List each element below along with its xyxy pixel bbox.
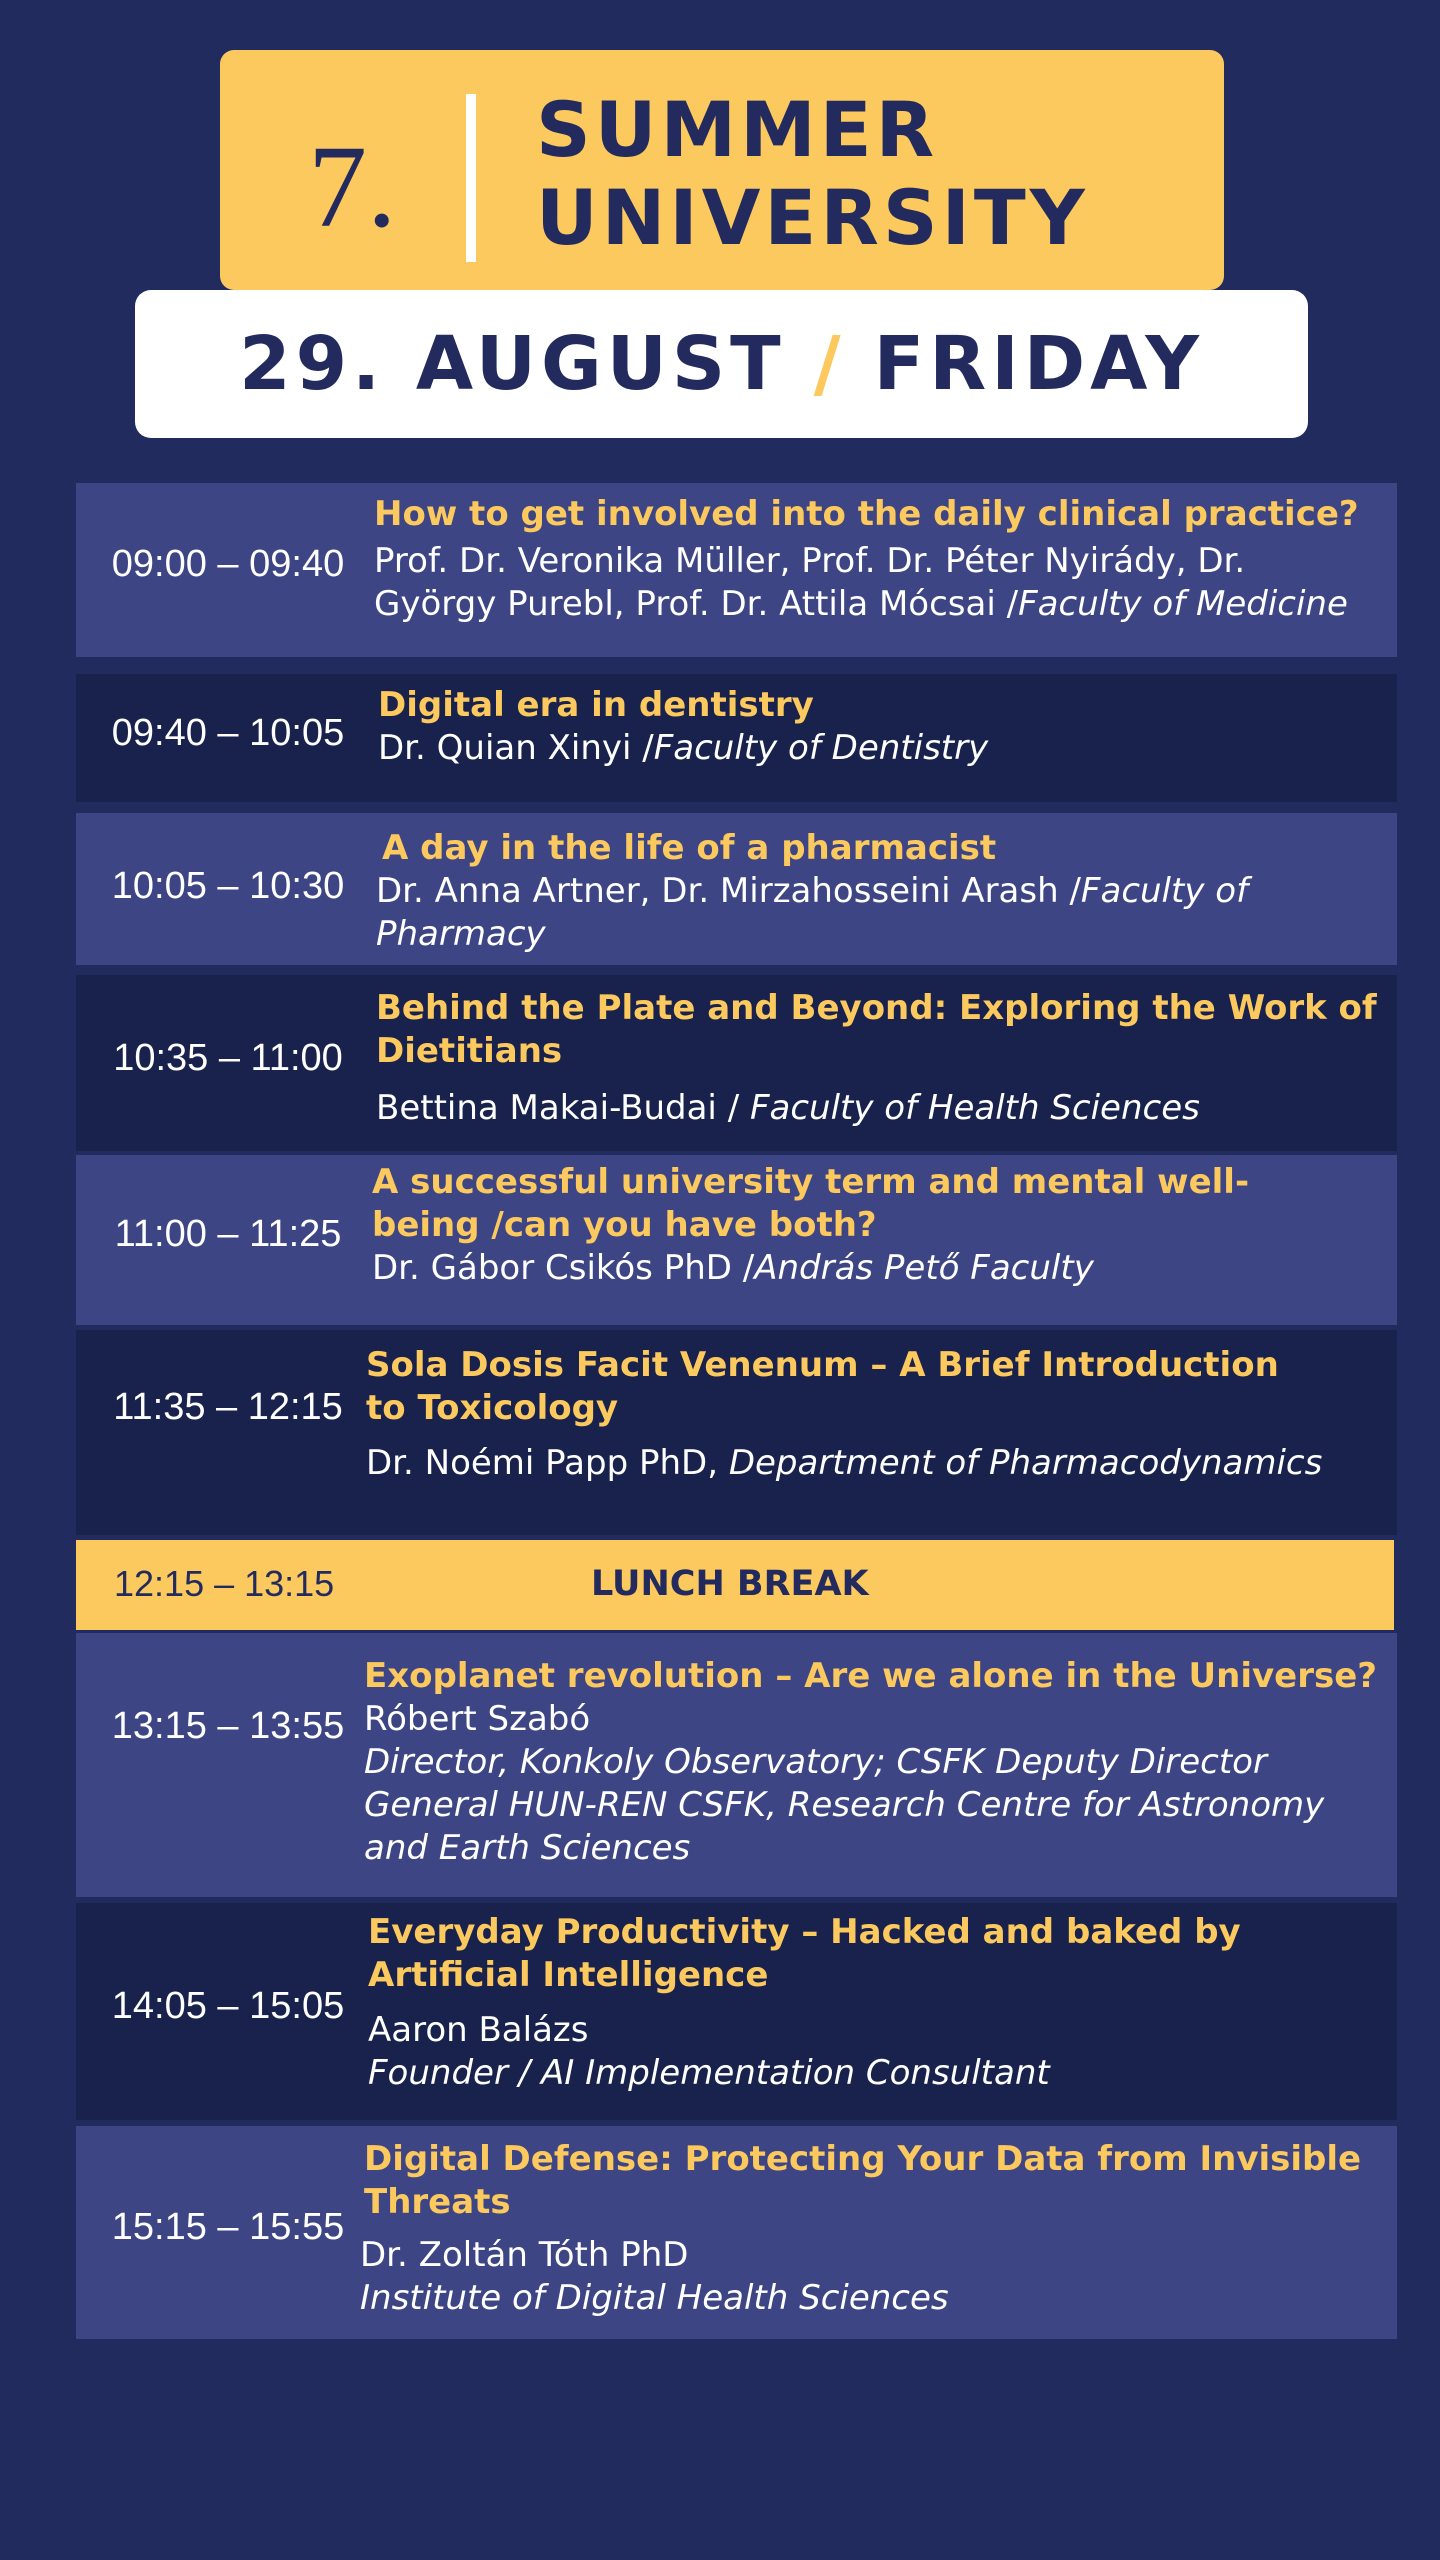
- session-row: [76, 1330, 1397, 1535]
- session-title: A day in the life of a pharmacist: [382, 828, 997, 868]
- session-title-line2: Dietitians: [376, 1031, 563, 1071]
- session-role: Director, Konkoly Observatory; CSFK Deputy Director: [364, 1742, 1267, 1782]
- lunch-label: LUNCH BREAK: [591, 1564, 869, 1604]
- date-day: 29. AUGUST: [239, 321, 786, 407]
- speaker-names: György Purebl, Prof. Dr. Attila Mócsai /: [374, 584, 1019, 624]
- session-title: Exoplanet revolution – Are we alone in the Universe?: [364, 1656, 1378, 1696]
- title-banner: [220, 50, 1224, 290]
- session-row: [76, 483, 1397, 657]
- session-faculty: Faculty of Health Sciences: [749, 1088, 1200, 1128]
- session-role: Institute of Digital Health Sciences: [360, 2278, 949, 2318]
- session-row: [76, 1155, 1397, 1325]
- event-title-line2: UNIVERSITY: [536, 173, 1089, 262]
- session-speaker-line: [378, 727, 1407, 770]
- speaker-names: Dr. Gábor Csikós PhD /: [372, 1248, 755, 1288]
- session-faculty: Faculty of Dentistry: [653, 728, 989, 768]
- session-row: [76, 975, 1397, 1151]
- speaker-names: Dr. Quian Xinyi /: [378, 728, 654, 768]
- session-row: [76, 1633, 1397, 1897]
- session-speaker-line: [366, 1442, 1407, 1485]
- session-title: Digital Defense: Protecting Your Data from Invisible: [364, 2139, 1362, 2179]
- edition-number: 7.: [308, 121, 397, 252]
- session-title: Everyday Productivity – Hacked and baked by: [368, 1912, 1241, 1952]
- lunch-time: 12:15 – 13:15: [114, 1563, 335, 1604]
- session-role-line3: and Earth Sciences: [364, 1828, 691, 1868]
- session-time: 11:35 – 12:15: [113, 1386, 343, 1428]
- speaker-names: Dr. Anna Artner, Dr. Mirzahosseini Arash /: [376, 871, 1081, 911]
- session-row: [76, 674, 1397, 802]
- session-role: Founder / AI Implementation Consultant: [368, 2053, 1050, 2093]
- event-title: [536, 86, 1089, 262]
- session-time: 09:00 – 09:40: [111, 543, 345, 585]
- session-time: 09:40 – 10:05: [111, 712, 345, 754]
- title-divider: [466, 94, 476, 262]
- session-time: 13:15 – 13:55: [111, 1705, 345, 1747]
- session-title: Digital era in dentistry: [378, 685, 814, 725]
- session-role-line2: General HUN-REN CSFK, Research Centre for Astronomy: [364, 1785, 1325, 1825]
- session-title-line2: Threats: [364, 2182, 511, 2222]
- session-speaker-line: [376, 1087, 1407, 1130]
- session-title: Sola Dosis Facit Venenum – A Brief Introduction: [366, 1345, 1279, 1385]
- lunch-break-bar: [76, 1540, 1394, 1630]
- session-title: How to get involved into the daily clinical practice?: [374, 494, 1359, 534]
- session-time: 14:05 – 15:05: [111, 1985, 345, 2027]
- session-time: 15:15 – 15:55: [111, 2206, 345, 2248]
- session-speaker: Dr. Zoltán Tóth PhD: [360, 2235, 689, 2275]
- session-row: [76, 2126, 1397, 2339]
- session-faculty: Department of Pharmacodynamics: [728, 1443, 1323, 1483]
- session-faculty-line2: Pharmacy: [376, 914, 546, 954]
- speaker-names: Dr. Noémi Papp PhD,: [366, 1443, 729, 1483]
- session-title: A successful university term and mental well-: [372, 1162, 1250, 1202]
- date-separator: /: [813, 321, 846, 407]
- session-speaker: Aaron Balázs: [368, 2010, 589, 2050]
- session-title-line2: to Toxicology: [366, 1388, 619, 1428]
- session-row: [76, 1903, 1397, 2120]
- session-speaker-line: [372, 1247, 1407, 1290]
- session-title-line2: being /can you have both?: [372, 1205, 877, 1245]
- event-title-line1: SUMMER: [536, 85, 939, 174]
- session-time: 10:35 – 11:00: [113, 1037, 343, 1079]
- session-speaker-line: [376, 870, 1407, 913]
- session-row: [76, 813, 1397, 965]
- session-faculty: András Pető Faculty: [754, 1248, 1094, 1288]
- session-speaker-line2: [374, 583, 1407, 626]
- session-speaker: Róbert Szabó: [364, 1699, 591, 1739]
- date-weekday: FRIDAY: [873, 321, 1204, 407]
- speaker-names: Bettina Makai-Budai /: [376, 1088, 750, 1128]
- session-faculty: Faculty of: [1080, 871, 1249, 911]
- session-faculty: Faculty of Medicine: [1018, 584, 1348, 624]
- session-title: Behind the Plate and Beyond: Exploring the Work of: [376, 988, 1377, 1028]
- date-banner: [135, 290, 1308, 438]
- session-speaker: Prof. Dr. Veronika Müller, Prof. Dr. Péter Nyirády, Dr.: [374, 541, 1246, 581]
- session-title-line2: Artificial Intelligence: [368, 1955, 769, 1995]
- session-time: 10:05 – 10:30: [111, 865, 345, 907]
- session-time: 11:00 – 11:25: [114, 1213, 342, 1255]
